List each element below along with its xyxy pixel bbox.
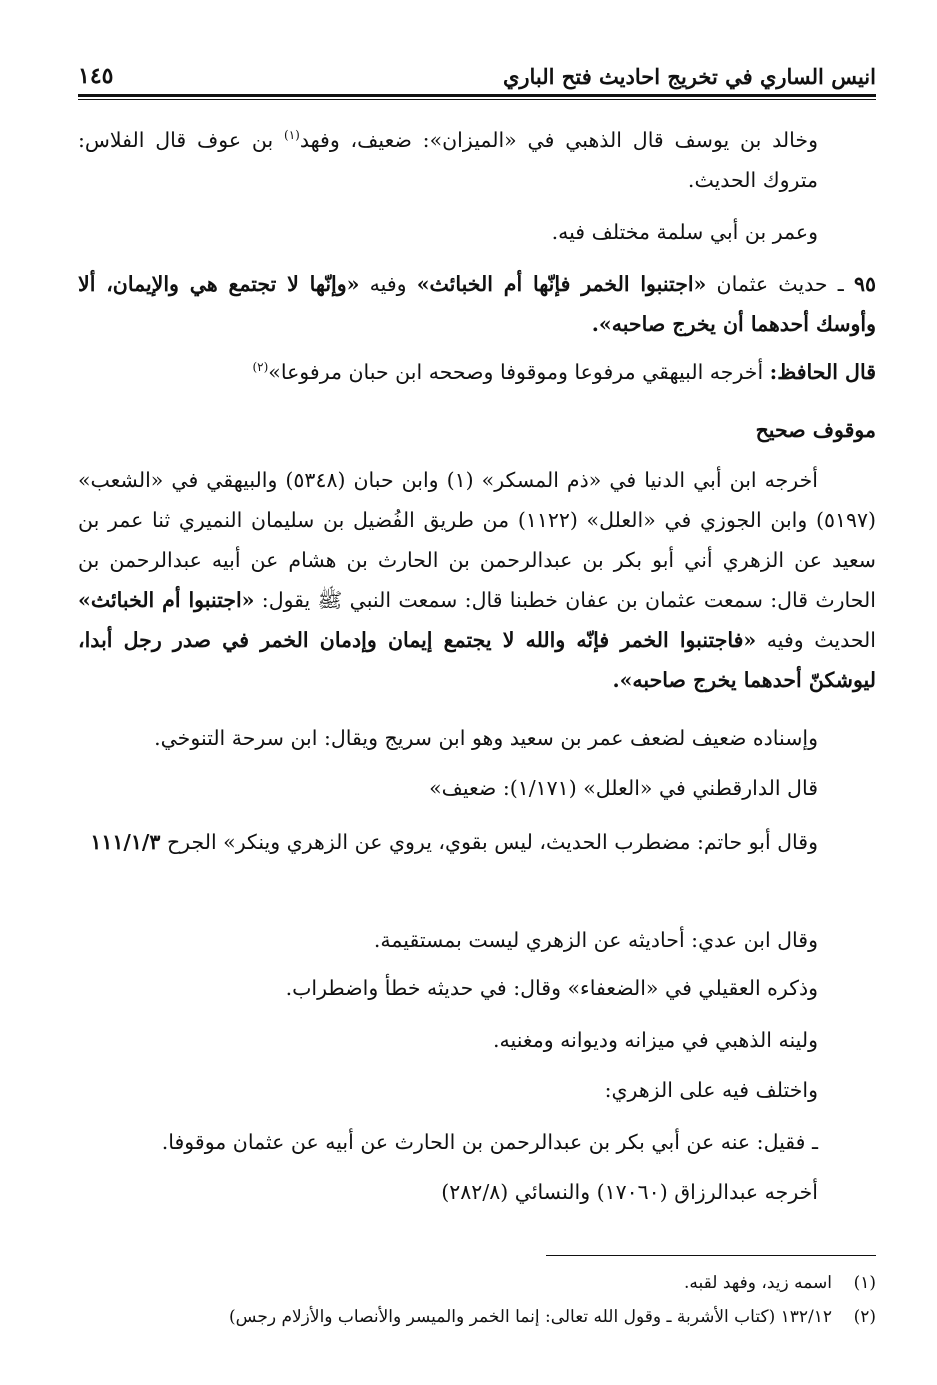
ikhtalaf-paragraph: واختلف فيه على الزهري: [604,1078,818,1102]
header-rule-thick [78,94,876,97]
ibnadi-paragraph: وقال ابن عدي: أحاديثه عن الزهري ليست بمستقيمة. [373,928,818,952]
footnote-1: (١)اسمه زيد، وفهد لقبه. [684,1273,876,1293]
uqayli-paragraph: وذكره العقيلي في «الضعفاء» وقال: في حديثه خطأ واضطراب. [285,976,818,1000]
footnote-ref-2: (٢) [252,360,269,375]
hadith-matn-2: «وإنّها لا تجتمع هي والإيمان، ألا وأوسك أحدهما أن يخرج صاحبه». [78,272,876,336]
footnotes [78,1266,876,1334]
qila-paragraph: ـ فقيل: عنه عن أبي بكر بن عبدالرحمن بن الحارث عن أبيه عن عثمان موقوفا. [161,1130,818,1154]
dhahabi-paragraph: ولينه الذهبي في ميزانه وديوانه ومغنيه. [493,1028,818,1052]
running-title: انيس الساري في تخريج احاديث فتح الباري [502,63,876,89]
footnote-ref-1: (١) [284,128,300,143]
hadith-95: ٩٥ ـ حديث عثمان «اجتنبوا الخمر فإنّها أم الخبائث» وفيه «وإنّها لا تجتمع هي والإيمان، ألا وأوسك أحدهما أن يخرج صاحبه». [78,272,876,336]
page-number: ١٤٥ [78,63,114,89]
page-header [78,58,876,94]
abdurrazzaq-paragraph: أخرجه عبدالرزاق (١٧٠٦٠) والنسائي (٢٨٢/٨) [441,1180,818,1204]
daraqutni-paragraph: قال الدارقطني في «العلل» (١/١٧١): ضعيف» [429,776,818,800]
paragraph-khalid: وخالد بن يوسف قال الذهبي في «الميزان»: ضعيف، وفهد$^{(١)}$ بن عوف قال الفلاس: متروك الحديث. [78,128,818,192]
isnad-paragraph: وإسناده ضعيف لضعف عمر بن سعيد وهو ابن سريج ويقال: ابن سرحة التنوخي. [154,726,818,750]
paragraph-umar: وعمر بن أبي سلمة مختلف فيه. [551,220,818,244]
hafiz-label: قال الحافظ: [769,360,876,384]
abuhatim-paragraph: وقال أبو حاتم: مضطرب الحديث، ليس بقوي، يروي عن الزهري وينكر» الجرح ١١١/١/٣ [90,830,818,854]
verdict-heading: موقوف صحيح [755,418,876,442]
header-rule-thin [78,99,876,100]
footnote-2: (٢)١٣٢/١٢ (كتاب الأشربة ـ وقول الله تعالى: إنما الخمر والميسر والأنصاب والأزلام رجس) [229,1307,876,1327]
hadith-number: ٩٥ [853,272,876,296]
footnote-separator [546,1255,876,1256]
hafiz-statement: قال الحافظ: أخرجه البيهقي مرفوعا وموقوفا وصححه ابن حبان مرفوعا»$^{(٢)}$ [252,360,876,384]
takhrij-paragraph: أخرجه ابن أبي الدنيا في «ذم المسكر» (١) وابن حبان (٥٣٤٨) والبيهقي في «الشعب» (٥١٩٧) وابن الجوزي في «العلل» (١١٢٢) من طريق الفُضيل بن سليمان النميري ثنا عمر بن سعيد عن الزهري أني أبو بكر بن عبدالرحمن بن الحارث بن هشام عن أبيه عبدالرحمن بن الحارث قال: سمعت عثمان بن عفان خطبنا قال: سمعت النبي ﷺ يقول: «اجتنبوا أم الخبائث» الحديث وفيه «فاجتنبوا الخمر فإنّه والله لا يجتمع إيمان وإدمان الخمر في صدر رجل أبدا، ليوشكنّ أحدهما يخرج صاحبه». [78,468,876,692]
hadith-matn-1: «اجتنبوا الخمر فإنّها أم الخبائث» [416,272,707,296]
